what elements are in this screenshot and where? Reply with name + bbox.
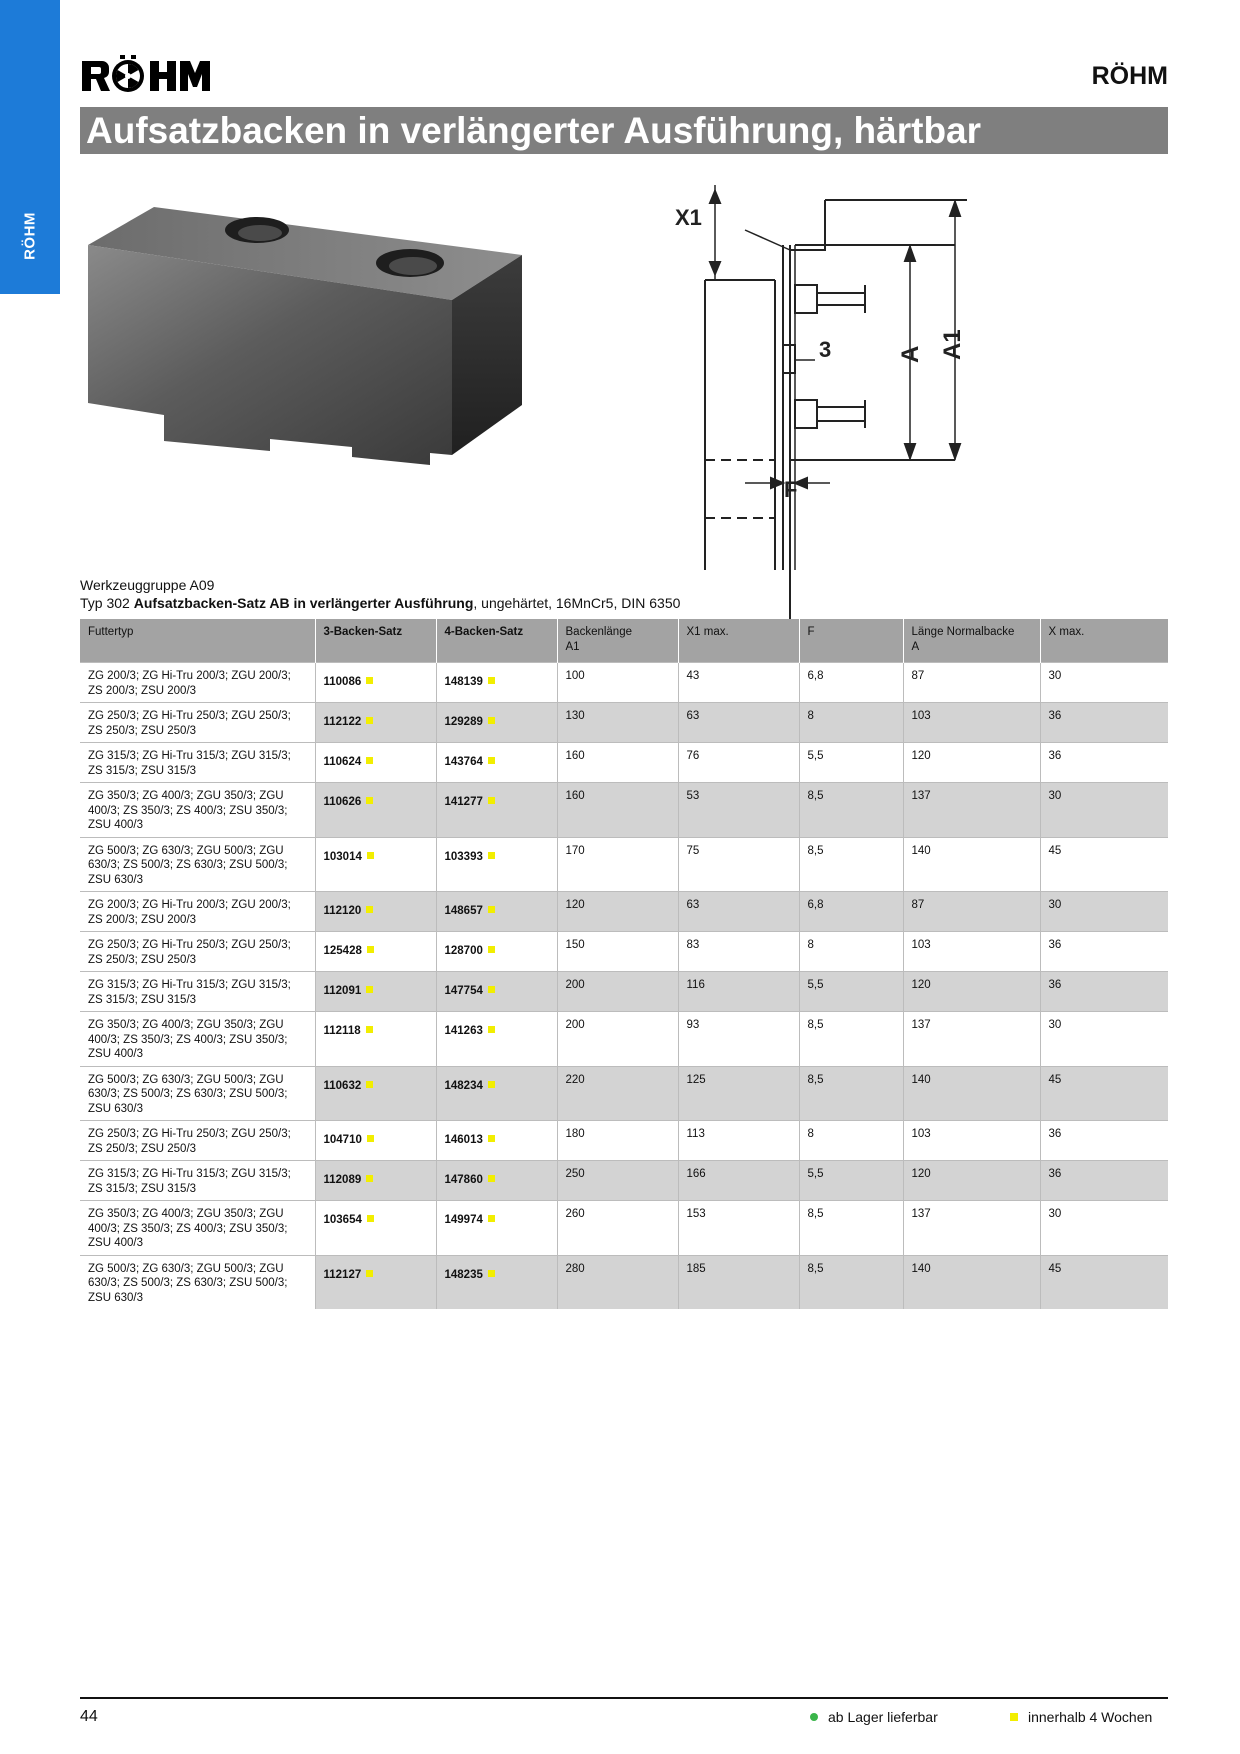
article-number: 147860 xyxy=(444,1174,483,1186)
cell-chuck-type: ZG 500/3; ZG 630/3; ZGU 500/3; ZGU 630/3; ZS 500/3; ZS 630/3; ZSU 500/3; ZSU 630/3 xyxy=(80,1066,315,1121)
footer-rule xyxy=(80,1697,1168,1699)
cell-x1: 83 xyxy=(678,932,799,972)
cell-set4-number xyxy=(436,972,557,1012)
cell-x1: 63 xyxy=(678,892,799,932)
cell-x: 36 xyxy=(1040,932,1168,972)
cell-set4-number xyxy=(436,1066,557,1121)
table-row xyxy=(80,1255,1168,1309)
cell-x: 36 xyxy=(1040,1121,1168,1161)
cell-chuck-type: ZG 500/3; ZG 630/3; ZGU 500/3; ZGU 630/3; ZS 500/3; ZS 630/3; ZSU 500/3; ZSU 630/3 xyxy=(80,1255,315,1309)
cell-x1: 153 xyxy=(678,1201,799,1256)
article-number: 112091 xyxy=(323,985,362,997)
rohm-logo xyxy=(80,55,220,95)
table-row xyxy=(80,892,1168,932)
article-number: 110632 xyxy=(323,1079,362,1092)
cell-a1: 180 xyxy=(557,1121,678,1161)
yellow-square-icon xyxy=(366,1081,373,1088)
cell-x: 36 xyxy=(1040,703,1168,743)
article-number: 112127 xyxy=(323,1268,362,1281)
cell-f: 6,8 xyxy=(799,892,903,932)
table-row xyxy=(80,1161,1168,1201)
article-number: 141277 xyxy=(444,796,483,808)
yellow-square-icon xyxy=(367,946,374,953)
table-row xyxy=(80,1201,1168,1256)
cell-set3-number xyxy=(315,932,436,972)
yellow-square-icon xyxy=(366,797,373,804)
cell-a: 140 xyxy=(903,837,1040,892)
cell-x1: 53 xyxy=(678,783,799,838)
cell-x: 45 xyxy=(1040,1066,1168,1121)
page-number: 44 xyxy=(80,1708,98,1725)
col-header-a1 xyxy=(557,619,678,663)
table-row xyxy=(80,743,1168,783)
article-number: 147754 xyxy=(444,985,483,997)
brand-name: RÖHM xyxy=(1091,62,1168,90)
yellow-square-icon xyxy=(366,1175,373,1182)
cell-x: 45 xyxy=(1040,1255,1168,1309)
cell-set3-number xyxy=(315,1161,436,1201)
cell-a: 140 xyxy=(903,1066,1040,1121)
yellow-square-icon xyxy=(488,852,495,859)
cell-a: 120 xyxy=(903,1161,1040,1201)
cell-a: 120 xyxy=(903,743,1040,783)
table-row xyxy=(80,932,1168,972)
cell-chuck-type: ZG 315/3; ZG Hi-Tru 315/3; ZGU 315/3; ZS 315/3; ZSU 315/3 xyxy=(80,1161,315,1201)
yellow-square-icon xyxy=(488,1026,495,1033)
cell-set3-number xyxy=(315,1121,436,1161)
cell-a1: 200 xyxy=(557,1012,678,1067)
article-number: 110624 xyxy=(323,756,362,768)
yellow-square-icon xyxy=(488,946,495,953)
cell-f: 5,5 xyxy=(799,972,903,1012)
col-header-set3: 3-Backen-Satz xyxy=(315,619,436,663)
yellow-square-icon xyxy=(1010,1713,1018,1721)
yellow-square-icon xyxy=(366,677,373,684)
yellow-square-icon xyxy=(488,797,495,804)
cell-a1: 280 xyxy=(557,1255,678,1309)
cell-a1: 200 xyxy=(557,972,678,1012)
cell-a1: 160 xyxy=(557,783,678,838)
cell-f: 8 xyxy=(799,1121,903,1161)
cell-f: 8,5 xyxy=(799,1255,903,1309)
cell-set3-number xyxy=(315,743,436,783)
yellow-square-icon xyxy=(488,1135,495,1142)
cell-set4-number xyxy=(436,1012,557,1067)
col-header-futtertyp: Futtertyp xyxy=(80,619,315,663)
article-number: 148234 xyxy=(444,1079,483,1092)
article-number: 112122 xyxy=(323,716,362,728)
cell-set4-number xyxy=(436,1121,557,1161)
cell-set4-number xyxy=(436,1255,557,1309)
yellow-square-icon xyxy=(366,906,373,913)
cell-x1: 93 xyxy=(678,1012,799,1067)
cell-a: 137 xyxy=(903,1012,1040,1067)
cell-a: 103 xyxy=(903,1121,1040,1161)
cell-a1: 170 xyxy=(557,837,678,892)
col-header-a xyxy=(903,619,1040,663)
cell-chuck-type: ZG 350/3; ZG 400/3; ZGU 350/3; ZGU 400/3; ZS 350/3; ZS 400/3; ZSU 350/3; ZSU 400/3 xyxy=(80,1012,315,1067)
yellow-square-icon xyxy=(366,986,373,993)
yellow-square-icon xyxy=(367,852,374,859)
cell-set3-number xyxy=(315,663,436,703)
product-meta xyxy=(80,576,680,612)
col-header-x1: X1 max. xyxy=(678,619,799,663)
cell-chuck-type: ZG 315/3; ZG Hi-Tru 315/3; ZGU 315/3; ZS 315/3; ZSU 315/3 xyxy=(80,743,315,783)
cell-x1: 116 xyxy=(678,972,799,1012)
article-number: 103014 xyxy=(323,850,362,863)
yellow-square-icon xyxy=(366,717,373,724)
cell-chuck-type: ZG 200/3; ZG Hi-Tru 200/3; ZGU 200/3; ZS 200/3; ZSU 200/3 xyxy=(80,892,315,932)
yellow-square-icon xyxy=(366,1270,373,1277)
table-row xyxy=(80,972,1168,1012)
cell-a1: 130 xyxy=(557,703,678,743)
drawing-label-f: F xyxy=(784,477,798,502)
cell-x: 45 xyxy=(1040,837,1168,892)
cell-a: 103 xyxy=(903,932,1040,972)
product-table xyxy=(80,619,1168,1309)
legend-stock-label: ab Lager lieferbar xyxy=(828,1709,938,1725)
cell-x1: 166 xyxy=(678,1161,799,1201)
col-header-a1-line1: Backenlänge xyxy=(565,626,632,638)
yellow-square-icon xyxy=(366,1026,373,1033)
table-row xyxy=(80,1066,1168,1121)
cell-x1: 75 xyxy=(678,837,799,892)
table-row xyxy=(80,703,1168,743)
table-header xyxy=(80,619,1168,663)
cell-set4-number xyxy=(436,837,557,892)
cell-set4-number xyxy=(436,1201,557,1256)
article-number: 146013 xyxy=(444,1134,483,1146)
cell-f: 8,5 xyxy=(799,837,903,892)
article-number: 103393 xyxy=(444,850,483,863)
yellow-square-icon xyxy=(488,1175,495,1182)
table-row xyxy=(80,783,1168,838)
cell-a: 120 xyxy=(903,972,1040,1012)
cell-f: 8 xyxy=(799,932,903,972)
article-number: 143764 xyxy=(444,756,483,768)
cell-set3-number xyxy=(315,837,436,892)
cell-x: 36 xyxy=(1040,972,1168,1012)
cell-x1: 185 xyxy=(678,1255,799,1309)
yellow-square-icon xyxy=(366,757,373,764)
technical-drawing xyxy=(675,185,1085,570)
table-row xyxy=(80,663,1168,703)
article-number: 148657 xyxy=(444,905,483,917)
cell-f: 5,5 xyxy=(799,743,903,783)
cell-a1: 150 xyxy=(557,932,678,972)
legend-stock xyxy=(810,1709,938,1725)
cell-x: 30 xyxy=(1040,1012,1168,1067)
cell-a1: 100 xyxy=(557,663,678,703)
cell-chuck-type: ZG 350/3; ZG 400/3; ZGU 350/3; ZGU 400/3; ZS 350/3; ZS 400/3; ZSU 350/3; ZSU 400/3 xyxy=(80,1201,315,1256)
cell-set4-number xyxy=(436,932,557,972)
article-number: 125428 xyxy=(323,945,362,957)
col-header-set4: 4-Backen-Satz xyxy=(436,619,557,663)
page-title: Aufsatzbacken in verlängerter Ausführung, härtbar xyxy=(86,110,982,151)
col-header-a-line2: A xyxy=(911,640,920,653)
cell-f: 8,5 xyxy=(799,783,903,838)
cell-chuck-type: ZG 350/3; ZG 400/3; ZGU 350/3; ZGU 400/3; ZS 350/3; ZS 400/3; ZSU 350/3; ZSU 400/3 xyxy=(80,783,315,838)
cell-set4-number xyxy=(436,1161,557,1201)
yellow-square-icon xyxy=(488,757,495,764)
article-number: 149974 xyxy=(444,1214,483,1226)
col-header-xmax: X max. xyxy=(1040,619,1168,663)
article-number: 112089 xyxy=(323,1174,362,1186)
cell-f: 8 xyxy=(799,703,903,743)
article-number: 110086 xyxy=(323,676,362,688)
cell-set3-number xyxy=(315,783,436,838)
cell-a1: 120 xyxy=(557,892,678,932)
cell-f: 8,5 xyxy=(799,1066,903,1121)
article-number: 104710 xyxy=(323,1134,362,1146)
table-row xyxy=(80,837,1168,892)
legend-weeks xyxy=(1010,1709,1152,1725)
yellow-square-icon xyxy=(488,986,495,993)
col-header-a-line1: Länge Normalbacke xyxy=(911,626,1015,638)
yellow-square-icon xyxy=(367,1215,374,1222)
yellow-square-icon xyxy=(488,1215,495,1222)
drawing-label-x1: X1 xyxy=(675,205,702,230)
cell-x: 36 xyxy=(1040,1161,1168,1201)
article-number: 129289 xyxy=(444,716,483,728)
type-prefix: Typ 302 xyxy=(80,595,134,611)
green-dot-icon xyxy=(810,1713,818,1721)
cell-a: 137 xyxy=(903,1201,1040,1256)
article-number: 110626 xyxy=(323,796,362,808)
type-line xyxy=(80,594,680,612)
cell-chuck-type: ZG 500/3; ZG 630/3; ZGU 500/3; ZGU 630/3; ZS 500/3; ZS 630/3; ZSU 500/3; ZSU 630/3 xyxy=(80,837,315,892)
yellow-square-icon xyxy=(488,717,495,724)
cell-a1: 260 xyxy=(557,1201,678,1256)
type-suffix: , ungehärtet, 16MnCr5, DIN 6350 xyxy=(473,595,681,611)
cell-x: 30 xyxy=(1040,783,1168,838)
type-name: Aufsatzbacken-Satz AB in verlängerter Ausführung xyxy=(133,595,474,611)
table-row xyxy=(80,1012,1168,1067)
table-row xyxy=(80,1121,1168,1161)
cell-set4-number xyxy=(436,663,557,703)
cell-set3-number xyxy=(315,1201,436,1256)
article-number: 148235 xyxy=(444,1268,483,1281)
cell-set3-number xyxy=(315,1012,436,1067)
cell-a: 87 xyxy=(903,892,1040,932)
article-number: 103654 xyxy=(323,1214,362,1226)
yellow-square-icon xyxy=(488,677,495,684)
cell-set4-number xyxy=(436,703,557,743)
cell-x1: 63 xyxy=(678,703,799,743)
cell-set4-number xyxy=(436,783,557,838)
cell-chuck-type: ZG 250/3; ZG Hi-Tru 250/3; ZGU 250/3; ZS 250/3; ZSU 250/3 xyxy=(80,703,315,743)
cell-a1: 250 xyxy=(557,1161,678,1201)
drawing-label-3: 3 xyxy=(819,337,832,362)
cell-set3-number xyxy=(315,703,436,743)
cell-x: 36 xyxy=(1040,743,1168,783)
cell-f: 8,5 xyxy=(799,1201,903,1256)
cell-x: 30 xyxy=(1040,892,1168,932)
drawing-label-a: A xyxy=(897,345,924,363)
yellow-square-icon xyxy=(488,1081,495,1088)
article-number: 112118 xyxy=(323,1025,361,1037)
cell-chuck-type: ZG 250/3; ZG Hi-Tru 250/3; ZGU 250/3; ZS 250/3; ZSU 250/3 xyxy=(80,1121,315,1161)
cell-chuck-type: ZG 315/3; ZG Hi-Tru 315/3; ZGU 315/3; ZS 315/3; ZSU 315/3 xyxy=(80,972,315,1012)
cell-x: 30 xyxy=(1040,663,1168,703)
cell-x1: 113 xyxy=(678,1121,799,1161)
cell-x1: 125 xyxy=(678,1066,799,1121)
cell-f: 8,5 xyxy=(799,1012,903,1067)
cell-a1: 220 xyxy=(557,1066,678,1121)
cell-set3-number xyxy=(315,1066,436,1121)
cell-set3-number xyxy=(315,972,436,1012)
cell-a: 140 xyxy=(903,1255,1040,1309)
article-number: 148139 xyxy=(444,676,483,688)
article-number: 128700 xyxy=(444,945,483,957)
cell-x1: 76 xyxy=(678,743,799,783)
cell-x1: 43 xyxy=(678,663,799,703)
article-number: 112120 xyxy=(323,905,362,917)
side-tab xyxy=(0,0,60,294)
article-number: 141263 xyxy=(444,1025,483,1037)
cell-a1: 160 xyxy=(557,743,678,783)
product-photo xyxy=(82,195,532,505)
yellow-square-icon xyxy=(488,1270,495,1277)
title-bar xyxy=(80,107,1168,154)
yellow-square-icon xyxy=(367,1135,374,1142)
cell-a: 103 xyxy=(903,703,1040,743)
cell-chuck-type: ZG 250/3; ZG Hi-Tru 250/3; ZGU 250/3; ZS 250/3; ZSU 250/3 xyxy=(80,932,315,972)
legend-weeks-label: innerhalb 4 Wochen xyxy=(1028,1709,1153,1725)
tool-group: Werkzeuggruppe A09 xyxy=(80,577,215,593)
col-header-a1-line2: A1 xyxy=(565,640,580,653)
cell-set4-number xyxy=(436,892,557,932)
cell-f: 6,8 xyxy=(799,663,903,703)
side-tab-label: RÖHM xyxy=(21,212,39,260)
drawing-label-a1: A1 xyxy=(939,329,966,360)
cell-set3-number xyxy=(315,892,436,932)
cell-x: 30 xyxy=(1040,1201,1168,1256)
col-header-f: F xyxy=(799,619,903,663)
cell-a: 137 xyxy=(903,783,1040,838)
cell-set3-number xyxy=(315,1255,436,1309)
cell-a: 87 xyxy=(903,663,1040,703)
cell-set4-number xyxy=(436,743,557,783)
cell-f: 5,5 xyxy=(799,1161,903,1201)
cell-chuck-type: ZG 200/3; ZG Hi-Tru 200/3; ZGU 200/3; ZS 200/3; ZSU 200/3 xyxy=(80,663,315,703)
yellow-square-icon xyxy=(488,906,495,913)
